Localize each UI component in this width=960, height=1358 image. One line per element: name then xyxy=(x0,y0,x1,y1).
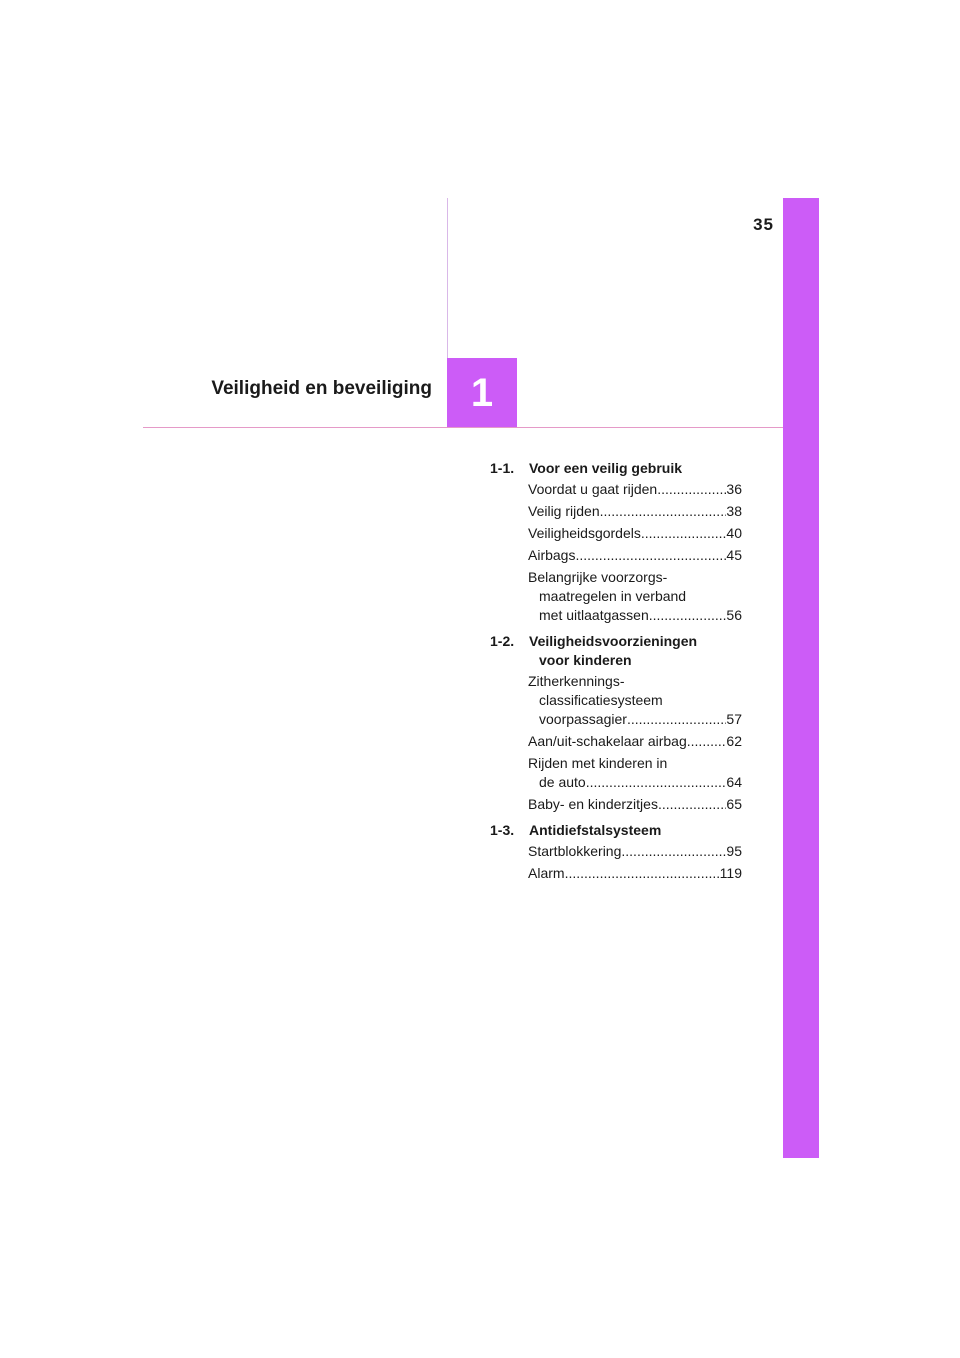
toc-entry-text: Startblokkering xyxy=(528,843,622,859)
toc-entry[interactable] xyxy=(528,568,742,625)
toc-entry[interactable] xyxy=(528,864,742,883)
toc-entry-last-line xyxy=(528,524,742,543)
toc-entry[interactable] xyxy=(528,546,742,565)
toc-section-title xyxy=(528,821,742,840)
toc-leader-dots xyxy=(657,480,726,499)
toc-entry-last-line xyxy=(528,773,742,792)
toc-entry-last-line xyxy=(528,710,742,729)
toc-entry-page: 57 xyxy=(726,711,742,727)
toc-section-title-line: Voor een veilig gebruik xyxy=(529,460,683,476)
toc-entry-last-line xyxy=(528,546,742,565)
toc-section-title-line: voor kinderen xyxy=(539,652,632,668)
toc-section-number: 1-2. xyxy=(490,633,515,649)
toc-entry-line: maatregelen in verband xyxy=(539,588,687,604)
toc-entry-page: 40 xyxy=(726,525,742,541)
toc-leader-dots xyxy=(687,732,727,751)
toc-entry-page: 119 xyxy=(719,865,742,881)
toc-section-title-line: Veiligheidsvoorzieningen xyxy=(529,633,698,649)
toc-entry-page: 56 xyxy=(726,607,742,623)
toc-leader-dots xyxy=(658,795,726,814)
chapter-number-box: 1 xyxy=(447,358,517,428)
toc-section-number: 1-3. xyxy=(490,822,515,838)
toc-entry[interactable] xyxy=(528,502,742,521)
toc-entry-last-line xyxy=(528,606,742,625)
toc-leader-dots xyxy=(649,606,727,625)
toc-entry-last-line xyxy=(528,732,742,751)
page-number: 35 xyxy=(753,215,774,234)
toc-entry-text: de auto xyxy=(539,774,586,790)
toc-entry-last-line xyxy=(528,864,742,883)
toc-entry-page: 38 xyxy=(726,503,742,519)
toc-leader-dots xyxy=(565,864,720,883)
toc-entry-text: voorpassagier xyxy=(539,711,627,727)
toc-leader-dots xyxy=(641,524,727,543)
toc-entry-text: Airbags xyxy=(528,547,576,563)
toc-section-title-line: Antidiefstalsysteem xyxy=(529,822,662,838)
toc-entry-last-line xyxy=(528,795,742,814)
toc-section-title xyxy=(528,632,742,670)
toc-entry-line: Belangrijke voorzorgs- xyxy=(528,569,668,585)
toc-entry[interactable] xyxy=(528,524,742,543)
toc-leader-dots xyxy=(600,502,727,521)
toc-entry[interactable] xyxy=(528,732,742,751)
toc-leader-dots xyxy=(575,546,726,565)
toc-entry-text: met uitlaatgassen xyxy=(539,607,649,623)
toc-entry-line: classificatiesysteem xyxy=(539,692,663,708)
toc-entry-text: Alarm xyxy=(528,865,565,881)
toc-entry[interactable] xyxy=(528,754,742,792)
horizontal-divider xyxy=(143,427,783,428)
toc-entry-page: 65 xyxy=(726,796,742,812)
toc-entry[interactable] xyxy=(528,842,742,861)
toc-entry[interactable] xyxy=(528,795,742,814)
toc-section-heading xyxy=(490,459,742,478)
chapter-thumb-tab xyxy=(783,198,819,1158)
toc-entry-line: Rijden met kinderen in xyxy=(528,755,668,771)
toc-entry[interactable] xyxy=(528,480,742,499)
toc-section-number: 1-1. xyxy=(490,460,515,476)
toc-entry-page: 64 xyxy=(726,774,742,790)
toc-entry-page: 36 xyxy=(726,481,742,497)
toc-entry-last-line xyxy=(528,502,742,521)
toc-entry-text: Veilig rijden xyxy=(528,503,600,519)
toc-entry-page: 45 xyxy=(726,547,742,563)
toc-leader-dots xyxy=(586,773,727,792)
toc-leader-dots xyxy=(627,710,726,729)
toc-entry-text: Veiligheidsgordels xyxy=(528,525,641,541)
toc-entry-last-line xyxy=(528,842,742,861)
chapter-title: Veiligheid en beveiliging xyxy=(211,378,432,399)
toc-entry-page: 62 xyxy=(726,733,742,749)
toc-entry-last-line xyxy=(528,480,742,499)
toc-entry-line: Zitherkennings- xyxy=(528,673,625,689)
toc-entry-page: 95 xyxy=(726,843,742,859)
table-of-contents xyxy=(490,459,742,886)
toc-entry[interactable] xyxy=(528,672,742,729)
toc-entry-text: Voordat u gaat rijden xyxy=(528,481,658,497)
toc-section-title xyxy=(528,459,742,478)
vertical-divider xyxy=(447,198,448,358)
toc-section-heading xyxy=(490,632,742,670)
toc-entry-text: Baby- en kinderzitjes xyxy=(528,796,658,812)
toc-entry-text: Aan/uit-schakelaar airbag xyxy=(528,733,687,749)
toc-section-heading xyxy=(490,821,742,840)
toc-leader-dots xyxy=(621,842,726,861)
